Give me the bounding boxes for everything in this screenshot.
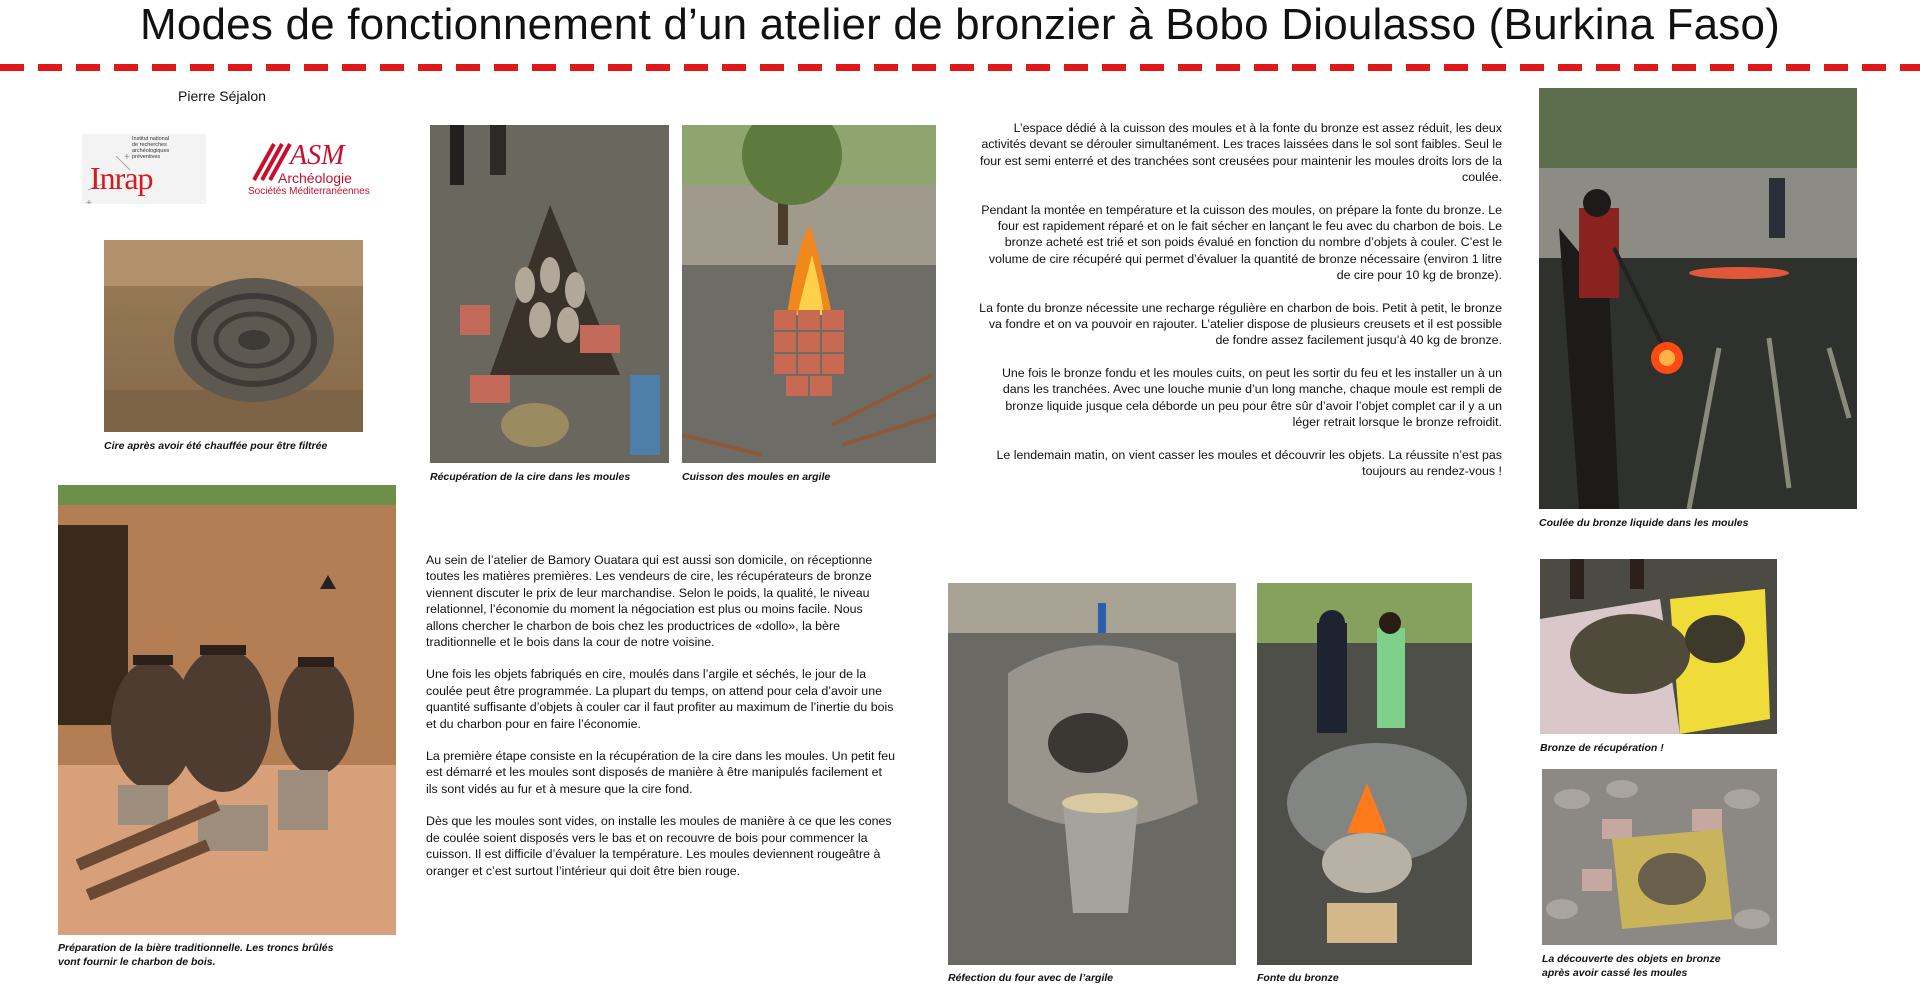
photo-cire-filtree [104, 240, 363, 432]
paragraph: Au sein de l’atelier de Bamory Ouatara qui est aussi son domicile, on réceptionne toutes les matières premières. Les vendeurs de cire, les récupérateurs de bronze viennent discuter le prix de leur marchandise. Selon le poids, la qualité, le niveau relationnel, l’économie du moment la négociation est plus ou moins facile. Nous allons chercher le charbon de bois chez les productrices de «dollo», la bère traditionnelle et le bois dans la cour de notre voisine. [426, 553, 873, 650]
asm-line-2: Sociétés Méditerranéennes [248, 186, 370, 197]
broken-molds-illustration [1542, 769, 1777, 945]
bronze-pouring-illustration [1539, 88, 1857, 509]
photo-decouverte-objets [1542, 769, 1777, 945]
caption-biere: Préparation de la bière traditionnelle. Les troncs brûlés vont fournir le charbon de bois. [58, 942, 334, 968]
photo-bronze-recuperation [1540, 559, 1777, 734]
text-block-left [426, 552, 896, 895]
text-block-right [978, 120, 1502, 495]
paragraph: Une fois le bronze fondu et les moules cuits, on peut les sortir du feu et les installer un à un dans les tranchées. Avec une louche munie d’un long manche, chaque moule est rempli de bronze liquide jusque cela déborde un peu pour être sûr d’avoir l’objet complet car il y a un léger retrait lorsque le bronze refroidit. [1001, 365, 1502, 430]
paragraph: Une fois les objets fabriqués en cire, moulés dans l’argile et séchés, le jour de la coulée peut être programmée. La plupart du temps, on attend pour cela d’avoir une quantité suffisante d’objets à couler car il faut profiter au maximum de l’inertie du bois et du charbon pour en faire l’économie. [426, 667, 894, 731]
asm-logo [244, 140, 372, 204]
caption-cire: Cire après avoir été chauffée pour être filtrée [104, 440, 328, 452]
inrap-wordmark: Inrap [90, 160, 153, 196]
inrap-tagline-1: Institut national [132, 136, 169, 142]
photo-biere-traditionnelle [58, 485, 396, 935]
inrap-tagline-3: archéologiques [132, 148, 170, 154]
caption-refection: Réfection du four avec de l’argile [948, 972, 1114, 984]
asm-line-1: Archéologie [278, 170, 352, 186]
svg-text:+: + [124, 152, 130, 163]
caption-coulee: Coulée du bronze liquide dans les moules [1539, 517, 1749, 529]
wax-coil-illustration [104, 240, 363, 432]
paragraph: L’espace dédié à la cuisson des moules et à la fonte du bronze est assez réduit, les deux activités devant se dérouler simultanément. Les traces laissées dans le sol sont faibles. Seul le four est semi enterré et des tranchées sont creusées pour maintenir les moules droits lors de la coulée. [979, 121, 1502, 185]
asm-wordmark: ASM [290, 140, 345, 171]
paragraph: Le lendemain matin, on vient casser les moules et découvrir les objets. La réussite n’est pas toujours au rendez-vous ! [996, 447, 1502, 478]
inrap-logo [82, 134, 206, 204]
paragraph: La fonte du bronze nécessite une recharge régulière en charbon de bois. Petit à petit, le bronze va fondre et on va pouvoir en rajouter. L’atelier dispose de plusieurs creusets et il est possible de fondre assez facilement jusqu’à 40 kg de bronze. [979, 300, 1502, 348]
caption-decouverte: La découverte des objets en bronze après avoir cassé les moules [1542, 953, 1721, 979]
author-name: Pierre Séjalon [178, 88, 266, 104]
inrap-tagline-4: préventives [132, 154, 161, 160]
caption-fonte: Fonte du bronze [1257, 972, 1339, 984]
caption-cuisson: Cuisson des moules en argile [682, 471, 831, 483]
paragraph: Pendant la montée en température et la cuisson des moules, on prépare la fonte du bronze. Le four est rapidement réparé et on le fait sécher en lançant le feu avec du charbon de bois. Le bronze acheté est trié et son poids évalué en fonction du nombre d’objets à couler. C’est le volume de cire récupéré qui permet d’évaluer la quantité de bronze nécessaire (environ 1 litre de cire pour 10 kg de bronze). [981, 202, 1502, 283]
photo-coulee-bronze [1539, 88, 1857, 509]
svg-text:+: + [86, 198, 92, 204]
traditional-beer-illustration [58, 485, 396, 935]
photo-recuperation-cire [430, 125, 669, 463]
caption-bronze-recup: Bronze de récupération ! [1540, 742, 1664, 754]
photo-cuisson-moules [682, 125, 936, 463]
furnace-repair-illustration [948, 583, 1236, 965]
bronze-melting-illustration [1257, 583, 1472, 965]
red-dashed-divider [0, 64, 1920, 71]
inrap-tagline-2: de recherches [132, 142, 167, 148]
mold-firing-illustration [682, 125, 936, 463]
paragraph: Dès que les moules sont vides, on installe les moules de manière à ce que les cones de coulée soient disposés vers le bas et on recouvre de bois pour commencer la cuisson. Il est difficile d’évaluer la température. Les moules deviennent rougeâtre à oranger et c’est surtout l’intérieur qui doit être bien rouge. [426, 814, 892, 878]
photo-refection-four [948, 583, 1236, 965]
scrap-bronze-illustration [1540, 559, 1777, 734]
wax-recovery-illustration [430, 125, 669, 463]
paragraph: La première étape consiste en la récupération de la cire dans les moules. Un petit feu est démarré et les moules sont disposés de manière à être manipulés facilement et ils sont vidés au fur et à mesure que la cire fond. [426, 749, 896, 796]
page-title: Modes de fonctionnement d’un atelier de bronzier à Bobo Dioulasso (Burkina Faso) [139, 0, 1781, 49]
caption-recuperation: Récupération de la cire dans les moules [430, 471, 631, 483]
photo-fonte-bronze [1257, 583, 1472, 965]
